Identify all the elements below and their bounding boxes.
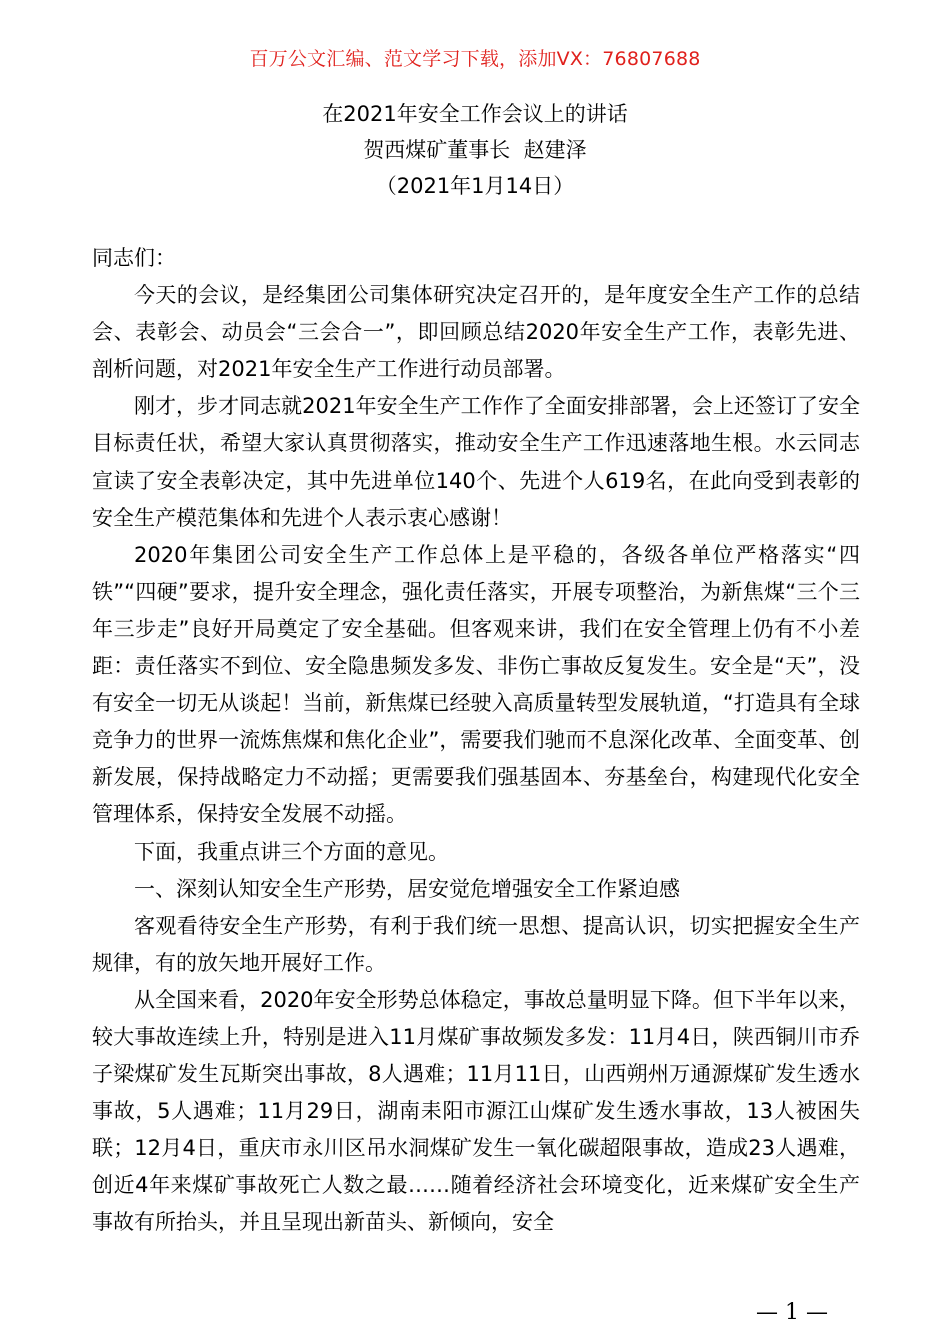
- paragraph: 客观看待安全生产形势，有利于我们统一思想、提高认识，切实把握安全生产规律，有的放矢地开展好工作。: [92, 913, 860, 975]
- promo-banner: 百万公文汇编、范文学习下载，添加VX：76807688: [249, 48, 701, 70]
- paragraph: 2020年集团公司安全生产工作总体上是平稳的，各级各单位严格落实“四铁”“四硬”要求，提升安全理念，强化责任落实，开展专项整治，为新焦煤“三个三年三步走”良好开局奠定了安全基础。但客观来讲，我们在安全管理上仍有不小差距：责任落实不到位、安全隐患频发多发、非伤亡事故反复发生。安全是“天”，没有安全一切无从谈起！当前，新焦煤已经驶入高质量转型发展轨道，“打造具有全球竞争力的世界一流炼焦煤和焦化企业”，需要我们驰而不息深化改革、全面变革、创新发展，保持战略定力不动摇；更需要我们强基固本、夯基垒台，构建现代化安全管理体系，保持安全发展不动摇。: [92, 542, 860, 827]
- speech-date: （2021年1月14日）: [375, 174, 575, 198]
- paragraph: 从全国来看，2020年安全形势总体稳定，事故总量明显下降。但下半年以来，较大事故连续上升，特别是进入11月煤矿事故频发多发：11月4日，陕西铜川市乔子梁煤矿发生瓦斯突出事故，8人遇难；11月11日，山西朔州万通源煤矿发生透水事故，5人遇难；11月29日，湖南耒阳市源江山煤矿发生透水事故，13人被困失联；12月4日，重庆市永川区吊水洞煤矿发生一氧化碳超限事故，造成23人遇难，创近4年来煤矿事故死亡人数之最……随着经济社会环境变化，近来煤矿安全生产事故有所抬头，并且呈现出新苗头、新倾向，安全: [92, 987, 860, 1235]
- title-block: [0, 96, 950, 204]
- paragraph: 下面，我重点讲三个方面的意见。: [134, 839, 449, 864]
- speaker-line: 贺西煤矿董事长 赵建泽: [363, 138, 587, 162]
- paragraph: 今天的会议，是经集团公司集体研究决定召开的，是年度安全生产工作的总结会、表彰会、动员会“三会合一”，即回顾总结2020年安全生产工作，表彰先进、剖析问题，对2021年安全生产工作进行动员部署。: [92, 283, 860, 382]
- paragraph: 刚才，步才同志就2021年安全生产工作作了全面安排部署，会上还签订了安全目标责任状，希望大家认真贯彻落实，推动安全生产工作迅速落地生根。水云同志宣读了安全表彰决定，其中先进单位140个、先进个人619名，在此向受到表彰的安全生产模范集体和先进个人表示衷心感谢！: [92, 394, 860, 530]
- section-heading: 一、深刻认知安全生产形势，居安觉危增强安全工作紧迫感: [134, 876, 680, 901]
- speech-title: 在2021年安全工作会议上的讲话: [322, 102, 628, 126]
- salutation: 同志们：: [92, 246, 176, 270]
- speech-body: [92, 240, 860, 1242]
- page-number: — 1 —: [756, 1300, 828, 1325]
